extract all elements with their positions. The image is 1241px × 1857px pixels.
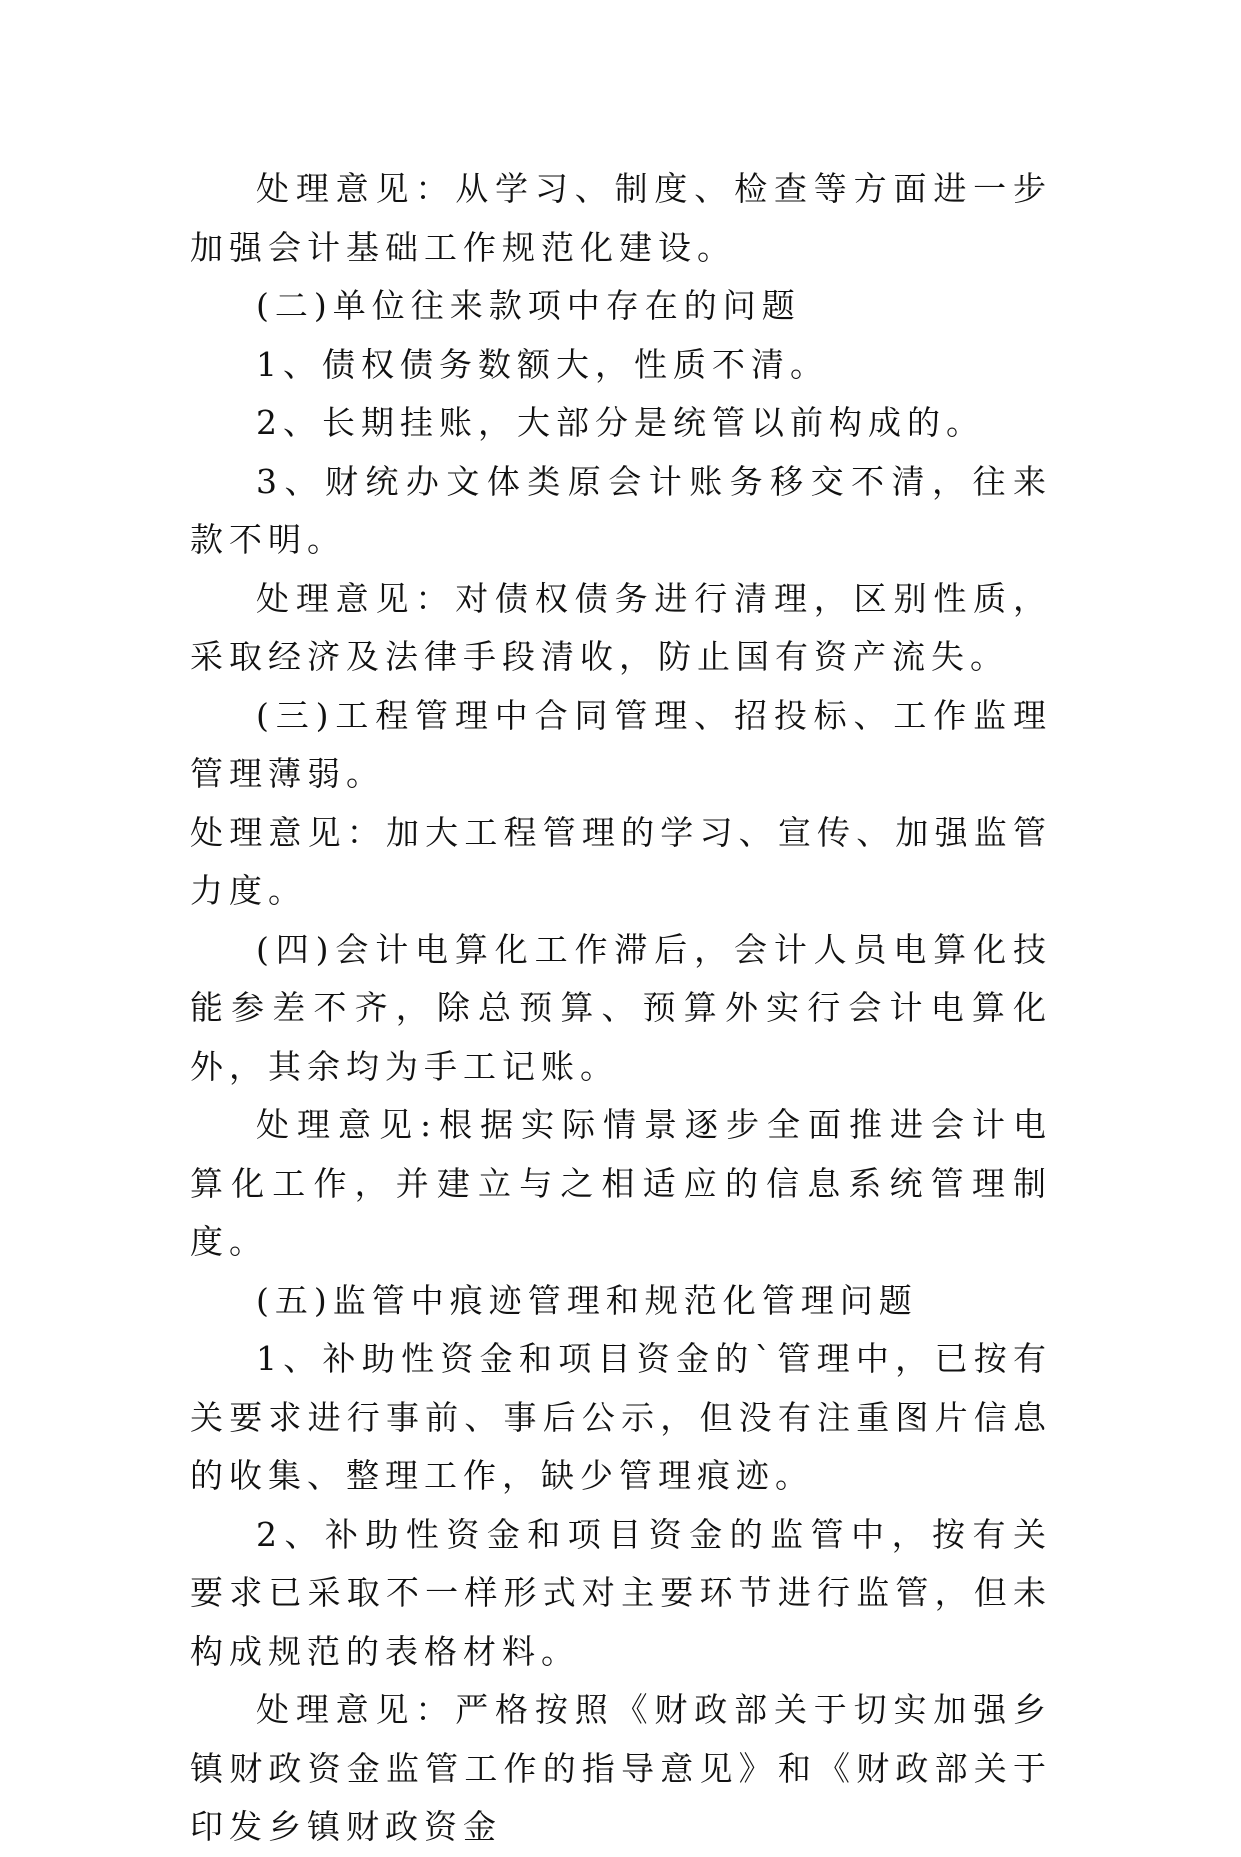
paragraph-item-2-2: 2、长期挂账，大部分是统管以前构成的。 [256, 403, 985, 442]
paragraph-opinion-1: 处理意见：从学习、制度、检查等方面进一步加强会计基础工作规范化建设。 [190, 169, 1052, 267]
paragraph-opinion-3: 处理意见：加大工程管理的学习、宣传、加强监管力度。 [190, 812, 1052, 910]
paragraph-item-2-1: 1、债权债务数额大，性质不清。 [256, 344, 829, 384]
paragraph-opinion-4: 处理意见:根据实际情景逐步全面推进会计电算化工作，并建立与之相适应的信息系统管理制度。 [190, 1105, 1052, 1261]
document-body [190, 160, 1052, 1857]
paragraph-item-5-2: 2、补助性资金和项目资金的监管中，按有关要求已采取不一样形式对主要环节进行监管，但未构成规范的表格材料。 [190, 1514, 1052, 1671]
paragraph-section-2-heading: (二)单位往来款项中存在的问题 [256, 286, 801, 325]
paragraph-item-5-1: 1、补助性资金和项目资金的`管理中，已按有关要求进行事前、事后公示，但没有注重图片信息的收集、整理工作，缺少管理痕迹。 [190, 1339, 1052, 1495]
paragraph-opinion-2: 处理意见：对债权债务进行清理，区别性质，采取经济及法律手段清收，防止国有资产流失。 [190, 578, 1052, 676]
paragraph-section-4-heading: (四)会计电算化工作滞后，会计人员电算化技能参差不齐，除总预算、预算外实行会计电算化外，其余均为手工记账。 [190, 929, 1052, 1086]
paragraph-item-2-3: 3、财统办文体类原会计账务移交不清，往来款不明。 [190, 461, 1052, 559]
paragraph-opinion-5: 处理意见：严格按照《财政部关于切实加强乡镇财政资金监管工作的指导意见》和《财政部关于印发乡镇财政资金 [190, 1690, 1052, 1846]
paragraph-section-3-heading: (三)工程管理中合同管理、招投标、工作监理管理薄弱。 [190, 695, 1052, 793]
paragraph-section-5-heading: (五)监管中痕迹管理和规范化管理问题 [256, 1280, 918, 1320]
